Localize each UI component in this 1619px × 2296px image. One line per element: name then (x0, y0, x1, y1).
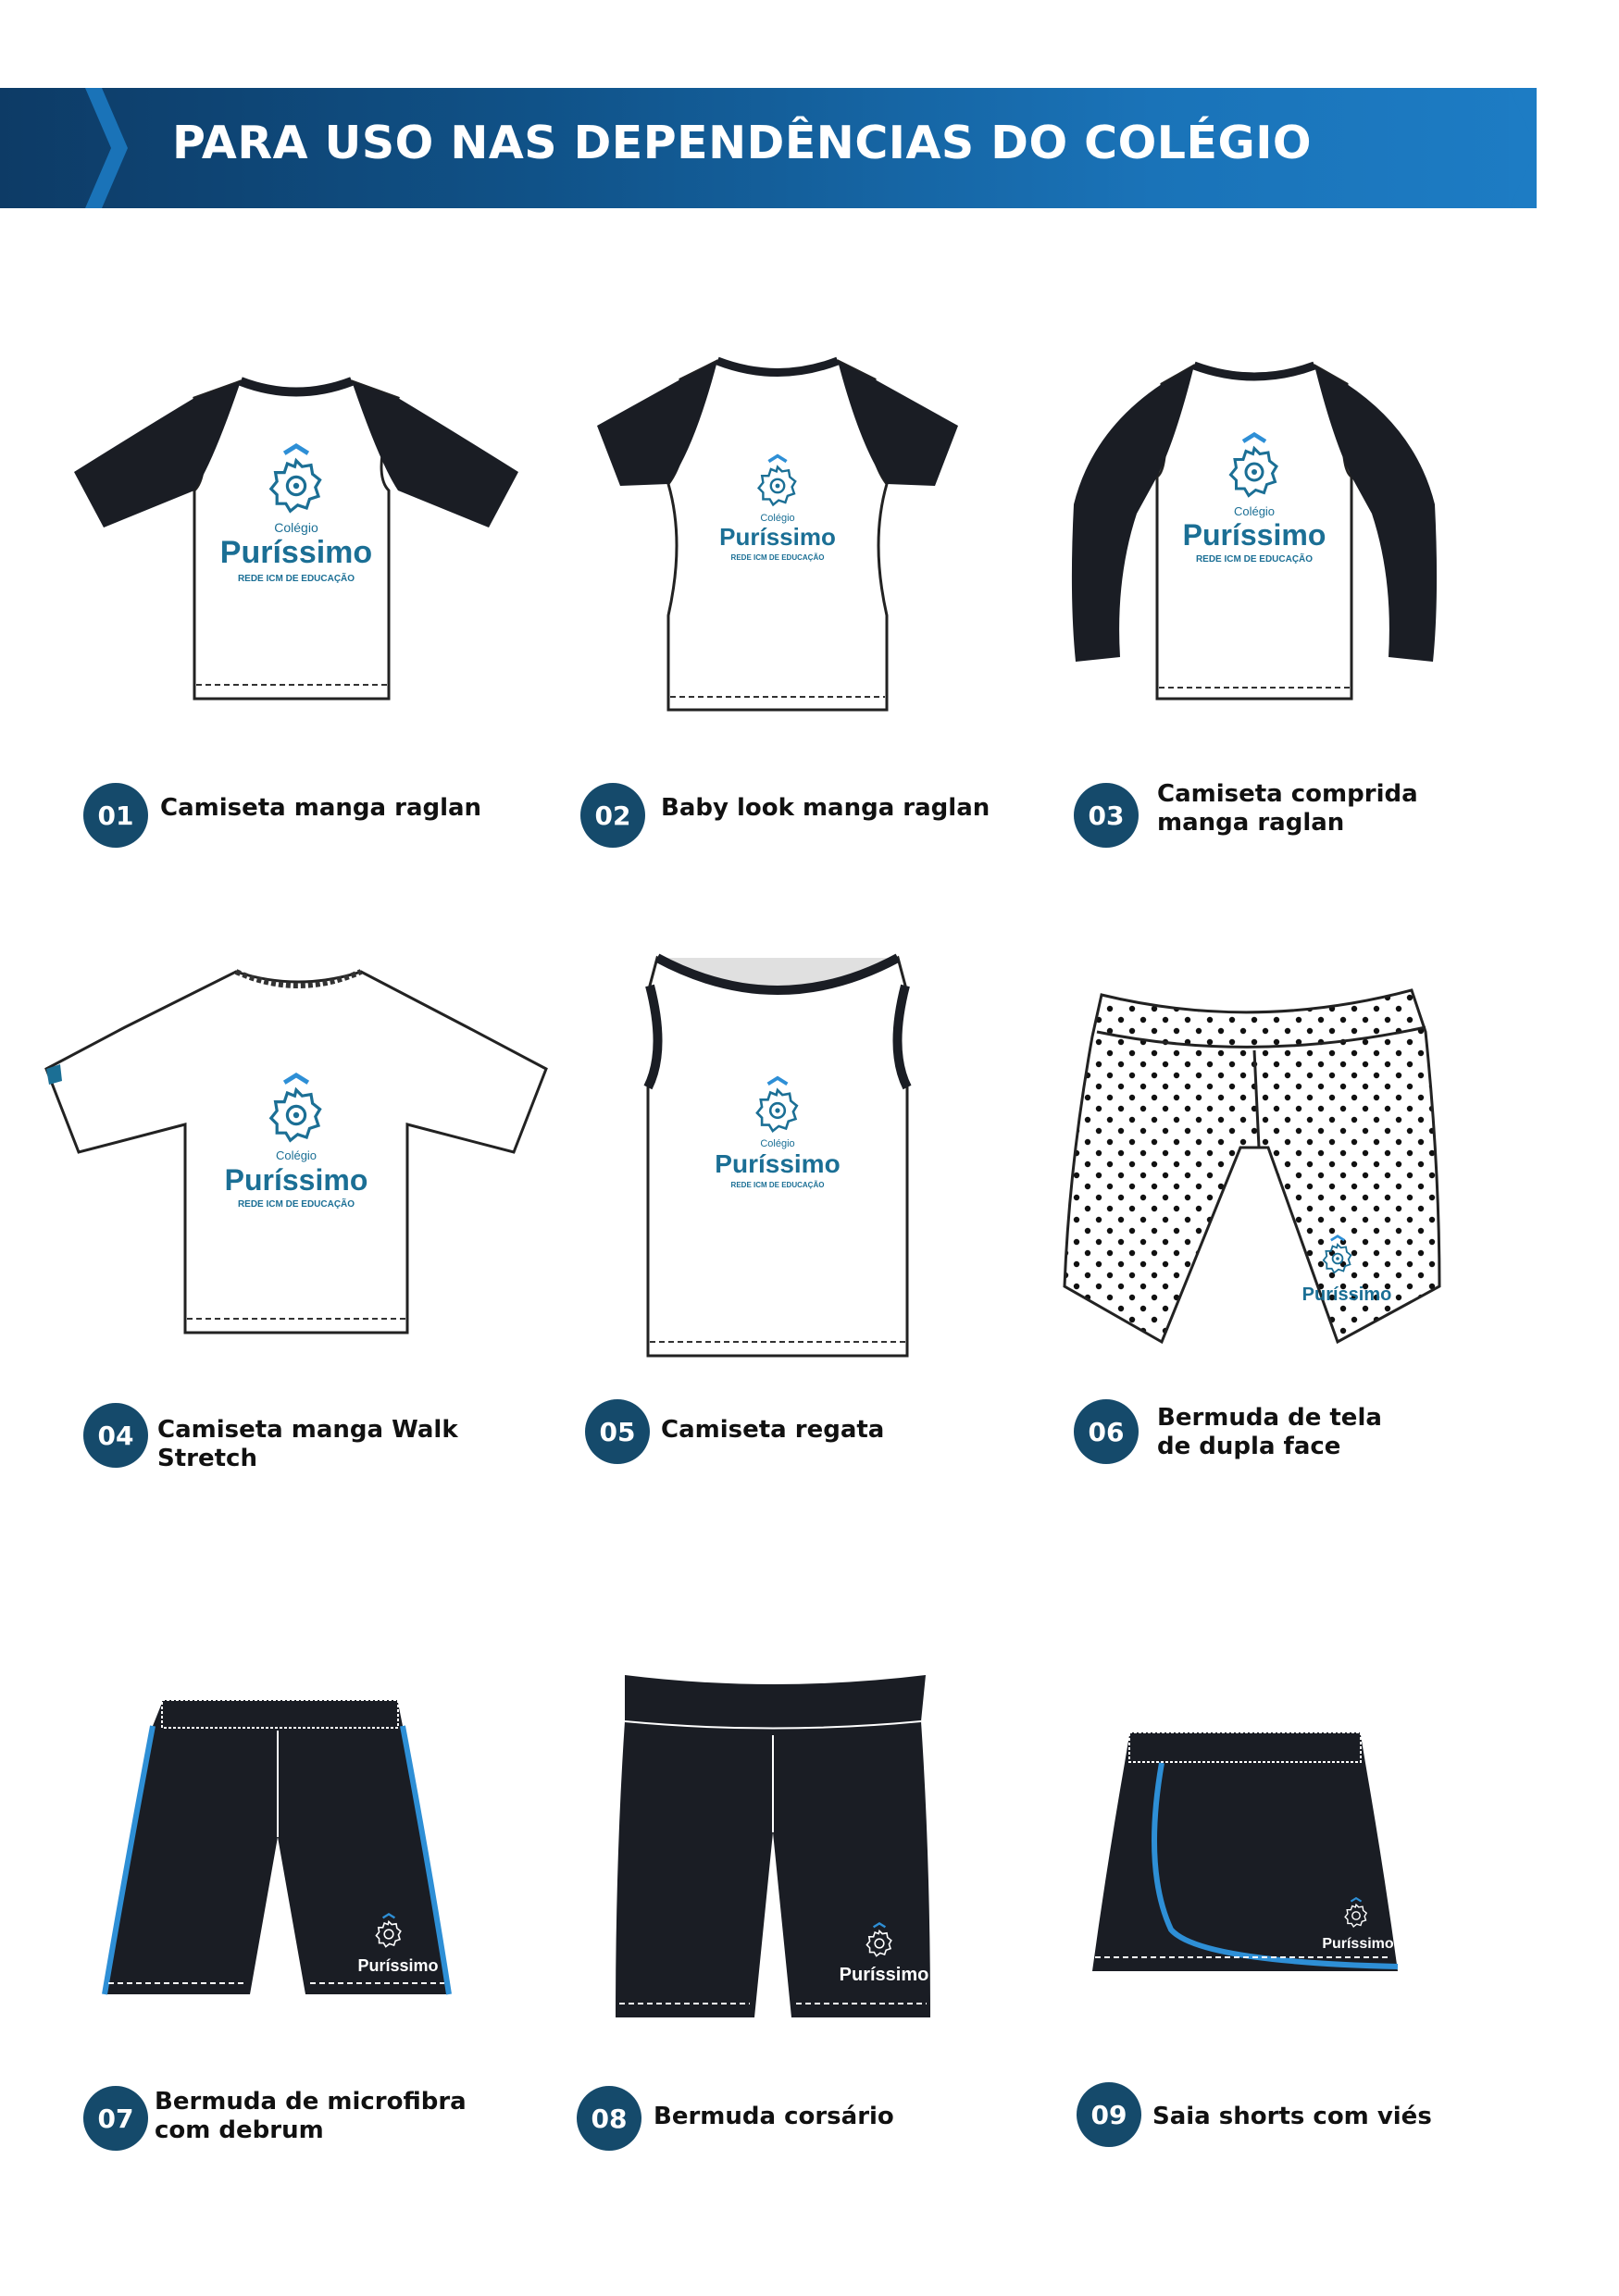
logo-name: Puríssimo (1301, 1285, 1392, 1305)
tank-top-icon (629, 949, 926, 1360)
chevron-icon (85, 88, 128, 208)
logo-colegio: Colégio (275, 1148, 318, 1162)
logo-name: Puríssimo (219, 535, 373, 570)
item-label: Bermuda de tela de dupla face (1157, 1404, 1382, 1460)
item-number-badge: 03 (1074, 783, 1139, 848)
logo-name: Puríssimo (1182, 518, 1326, 552)
item-label: Bermuda de microfibra com debrum (155, 2088, 467, 2144)
logo-colegio: Colégio (274, 520, 318, 535)
item-label: Camiseta regata (661, 1416, 885, 1444)
item-label: Camiseta manga raglan (160, 794, 482, 822)
page-title: PARA USO NAS DEPENDÊNCIAS DO COLÉGIO (172, 117, 1313, 169)
logo-name: Puríssimo (1322, 1936, 1394, 1952)
item-label: Bermuda corsário (654, 2103, 894, 2130)
item-number-badge: 08 (577, 2086, 641, 2151)
white-tshirt-icon (42, 962, 555, 1351)
corsario-shorts-icon (606, 1675, 940, 2027)
logo-network: REDE ICM DE EDUCAÇÃO (730, 1181, 825, 1189)
microfiber-shorts-icon (97, 1689, 458, 2004)
long-sleeve-tshirt-icon (1065, 356, 1444, 708)
mesh-shorts-icon (1060, 981, 1449, 1351)
logo-name: Puríssimo (715, 1149, 841, 1178)
banner-arrow-tip (1509, 88, 1537, 208)
skort-icon (1088, 1731, 1402, 1990)
logo-network: REDE ICM DE EDUCAÇÃO (237, 1199, 355, 1210)
logo-network: REDE ICM DE EDUCAÇÃO (730, 553, 825, 562)
logo-name: Puríssimo (357, 1956, 439, 1975)
logo-name: Puríssimo (839, 1965, 929, 1985)
item-number-badge: 06 (1074, 1399, 1139, 1464)
item-label: Baby look manga raglan (661, 794, 990, 822)
logo-colegio: Colégio (760, 513, 795, 524)
babylook-tshirt-icon (592, 347, 963, 717)
logo-name: Puríssimo (719, 523, 836, 551)
item-number-badge: 04 (83, 1403, 148, 1468)
item-number-badge: 09 (1077, 2082, 1141, 2147)
logo-network: REDE ICM DE EDUCAÇÃO (1195, 554, 1314, 565)
item-label: Camiseta comprida manga raglan (1157, 780, 1418, 837)
item-number-badge: 07 (83, 2086, 148, 2151)
raglan-tshirt-icon (65, 361, 528, 713)
logo-network: REDE ICM DE EDUCAÇÃO (237, 574, 355, 584)
item-number-badge: 01 (83, 783, 148, 848)
logo-name: Puríssimo (224, 1163, 368, 1197)
item-number-badge: 05 (585, 1399, 650, 1464)
item-number-badge: 02 (580, 783, 645, 848)
item-label: Saia shorts com viés (1152, 2103, 1432, 2130)
item-label: Camiseta manga Walk Stretch (157, 1416, 458, 1472)
logo-colegio: Colégio (1233, 504, 1276, 518)
logo-colegio: Colégio (760, 1138, 795, 1149)
